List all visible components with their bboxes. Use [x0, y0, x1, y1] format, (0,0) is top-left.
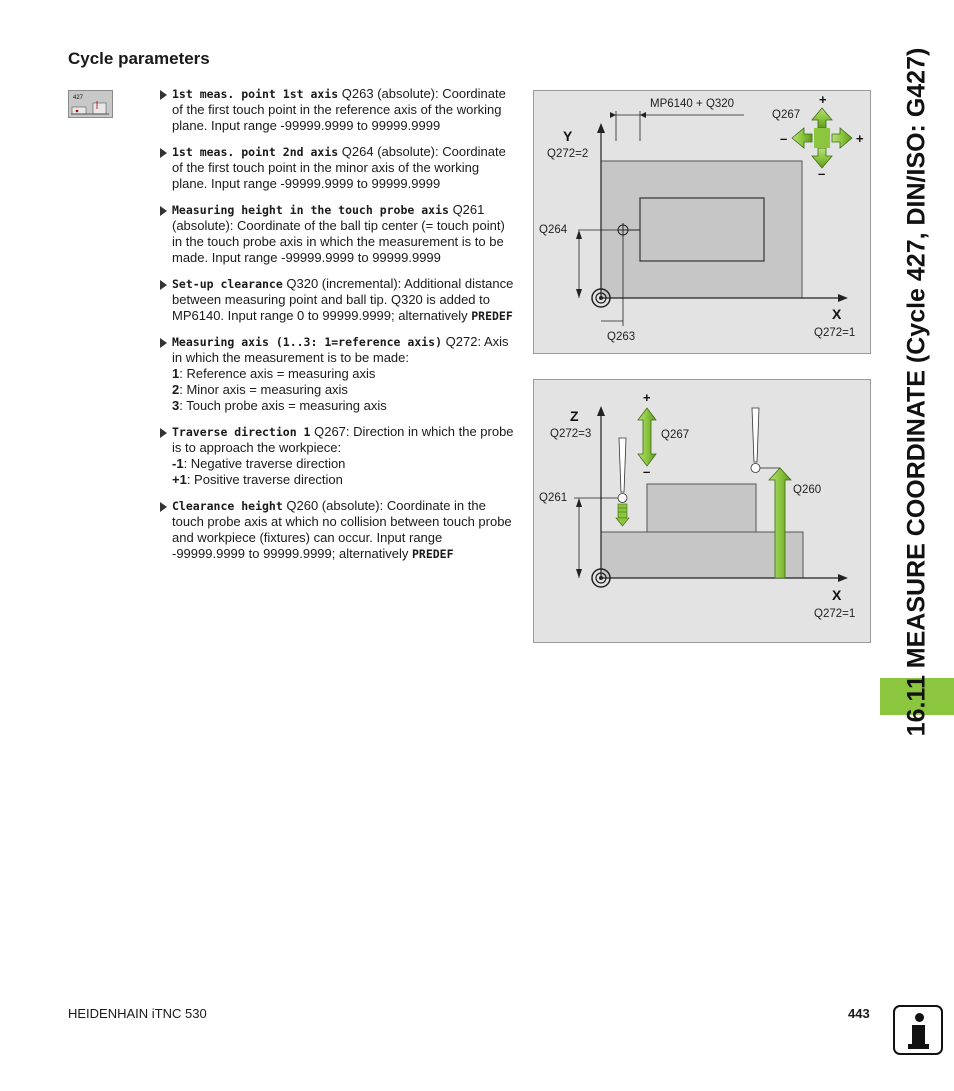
option-key: -1 [172, 456, 184, 471]
predef-keyword: PREDEF [471, 309, 513, 323]
option-key: 2 [172, 382, 180, 397]
param-q264 [157, 144, 515, 192]
bullet-triangle-icon [160, 338, 167, 348]
param-q272 [157, 334, 515, 414]
cycle-427-icon [68, 90, 113, 118]
q267-label: Q267 [661, 429, 690, 441]
param-code: 1st meas. point 2nd axis [172, 145, 339, 159]
q261-label: Q261 [539, 492, 568, 504]
workpiece-step [647, 484, 756, 532]
option-text: : Reference axis = measuring axis [179, 366, 376, 381]
param-desc: Q263 (absolute): Coordinate of the first touch point in the reference axis of the working plane. Input range -99999.9999 to 99999.9999 [172, 86, 506, 133]
param-q263 [157, 86, 515, 134]
q260-label: Q260 [793, 484, 822, 496]
param-desc: Q264 (absolute): Coordinate of the first touch point in the minor axis of the working plane. Input range -99999.9999 to 99999.9999 [172, 144, 506, 191]
plus-top-label: + [819, 92, 827, 107]
option-line [172, 398, 515, 414]
y-axis-label: Y [563, 128, 573, 144]
minus-left-label: – [780, 131, 788, 146]
param-q320 [157, 276, 515, 324]
q263-label: Q263 [607, 331, 636, 343]
bullet-triangle-icon [160, 502, 167, 512]
q272-2-label: Q272=2 [547, 148, 589, 160]
q272-1-label: Q272=1 [814, 327, 856, 339]
probe-stylus-left [616, 438, 629, 526]
option-text: : Touch probe axis = measuring axis [179, 398, 387, 413]
plus-right-label: + [856, 131, 864, 146]
param-code: 1st meas. point 1st axis [172, 87, 339, 101]
info-icon [893, 1005, 943, 1055]
footer-product: HEIDENHAIN iTNC 530 [68, 1006, 207, 1021]
section-heading: Cycle parameters [68, 49, 210, 68]
working-plane-figure [533, 90, 871, 354]
parameter-list [157, 86, 515, 572]
param-code: Measuring height in the touch probe axis [172, 203, 449, 217]
q272-3-label: Q272=3 [550, 428, 592, 440]
param-desc: Q260 (absolute): Coordinate in the touch probe axis at which no collision between touch probe and workpiece (fixtures) can occur. Input range -99999.9999 to 99999.9999; alternatively [172, 498, 512, 561]
param-q267 [157, 424, 515, 488]
bullet-triangle-icon [160, 90, 167, 100]
minus-label: – [643, 464, 651, 479]
plus-label: + [643, 390, 651, 405]
z-axis-label: Z [570, 408, 579, 424]
option-line [172, 472, 515, 488]
option-text: : Positive traverse direction [186, 472, 343, 487]
probe-stylus-right [751, 408, 760, 473]
predef-keyword: PREDEF [411, 547, 454, 561]
x-axis-label: X [832, 587, 842, 603]
cycle-icon-label: 427 [73, 95, 84, 101]
page-number: 443 [848, 1006, 870, 1021]
side-view-figure [533, 379, 871, 643]
param-desc: Q261 (absolute): Coordinate of the ball tip center (= touch point) in the touch probe axis in which the measurement is to be made. Input range -99999.9999 to 99999.9999 [172, 202, 505, 265]
workpiece-base [601, 532, 803, 578]
x-axis-label: X [832, 306, 842, 322]
q264-label: Q264 [539, 224, 568, 236]
param-code: Traverse direction 1 [172, 425, 311, 439]
param-desc: Q267: Direction in which the probe is to approach the workpiece: [172, 424, 514, 455]
bullet-triangle-icon [160, 206, 167, 216]
param-q260 [157, 498, 515, 562]
param-code: Measuring axis (1..3: 1=reference axis) [172, 335, 443, 349]
option-line [172, 382, 515, 398]
bullet-triangle-icon [160, 428, 167, 438]
param-q261 [157, 202, 515, 266]
param-desc: Q272: Axis in which the measurement is to be made: [172, 334, 509, 365]
param-code: Clearance height [172, 499, 283, 513]
minus-bottom-label: – [818, 166, 826, 181]
q272-1-label: Q272=1 [814, 608, 856, 620]
option-text: : Negative traverse direction [183, 456, 346, 471]
option-key: 3 [172, 398, 180, 413]
inner-feature [640, 198, 764, 261]
chapter-side-title: 16.11 MEASURE COORDINATE (Cycle 427, DIN/ISO: G427) [902, 47, 931, 737]
traverse-direction-cross-icon [792, 108, 852, 168]
option-key: +1 [172, 472, 187, 487]
option-text: : Minor axis = measuring axis [179, 382, 348, 397]
option-line [172, 366, 515, 382]
traverse-direction-vertical-icon [638, 408, 656, 466]
param-code: Set-up clearance [172, 277, 283, 291]
mp6140-label: MP6140 + Q320 [650, 98, 735, 110]
bullet-triangle-icon [160, 280, 167, 290]
q267-label: Q267 [772, 109, 801, 121]
bullet-triangle-icon [160, 148, 167, 158]
option-key: 1 [172, 366, 180, 381]
option-line [172, 456, 515, 472]
param-desc: Q320 (incremental): Additional distance between measuring point and ball tip. Q320 is added to MP6140. Input range 0 to 99999.9999; alternatively [172, 276, 514, 323]
